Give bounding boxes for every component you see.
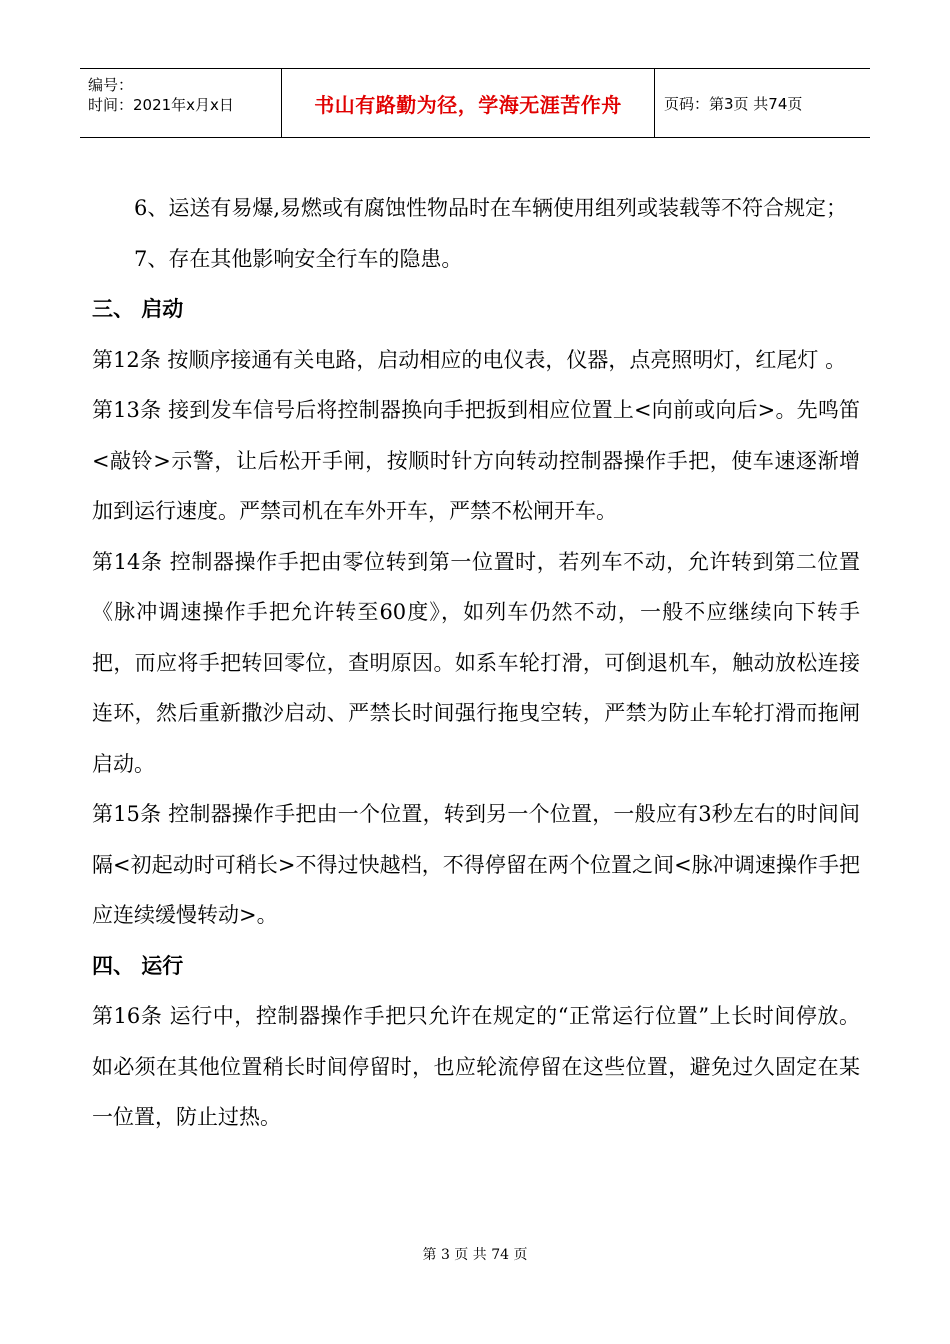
paragraph-item-7: 7、存在其他影响安全行车的隐患。 [134, 246, 463, 271]
document-number-label: 编号： [88, 76, 134, 94]
paragraph-item-6: 6、运送有易爆,易燃或有腐蚀性物品时在车辆使用组列或装载等不符合规定； [134, 196, 848, 220]
article-16: 第16条 运行中，控制器操作手把只允许在规定的“正常运行位置”上长时间停放。如必须在其他位置稍长时间停留时，也应轮流停留在这些位置，避免过久固定在某一位置，防止过热。 [92, 1004, 860, 1129]
header-page-info: 页码：第3页 共74页 [664, 94, 803, 113]
document-body [92, 183, 860, 1143]
header-motto: 书山有路勤为径，学海无涯苦作舟 [282, 69, 655, 137]
header-meta-cell [80, 69, 282, 137]
document-date-label: 时间：2021年x月x日 [88, 96, 234, 114]
article-14: 第14条 控制器操作手把由零位转到第一位置时，若列车不动，允许转到第二位置《脉冲调速操作手把允许转至60度》，如列车仍然不动，一般不应继续向下转手把，而应将手把转回零位，查明原因。如系车轮打滑，可倒退机车，触动放松连接连环，然后重新撒沙启动、严禁长时间强行拖曳空转，严禁为防止车轮打滑而拖闸启动。 [92, 549, 860, 776]
article-13: 第13条 接到发车信号后将控制器换向手把扳到相应位置上<向前或向后>。先鸣笛<敲铃>示警，让后松开手闸，按顺时针方向转动控制器操作手把，使车速逐渐增加到运行速度。严禁司机在车外开车，严禁不松闸开车。 [92, 398, 860, 523]
section-heading-start: 三、 启动 [92, 297, 184, 321]
page-header-table [80, 68, 870, 138]
article-15: 第15条 控制器操作手把由一个位置，转到另一个位置，一般应有3秒左右的时间间隔<初起动时可稍长>不得过快越档，不得停留在两个位置之间<脉冲调速操作手把应连续缓慢转动>。 [92, 802, 860, 927]
section-heading-run: 四、 运行 [92, 953, 184, 978]
article-12: 第12条 按顺序接通有关电路，启动相应的电仪表，仪器，点亮照明灯，红尾灯 。 [92, 347, 847, 372]
page-footer: 第 3 页 共 74 页 [422, 1247, 528, 1263]
